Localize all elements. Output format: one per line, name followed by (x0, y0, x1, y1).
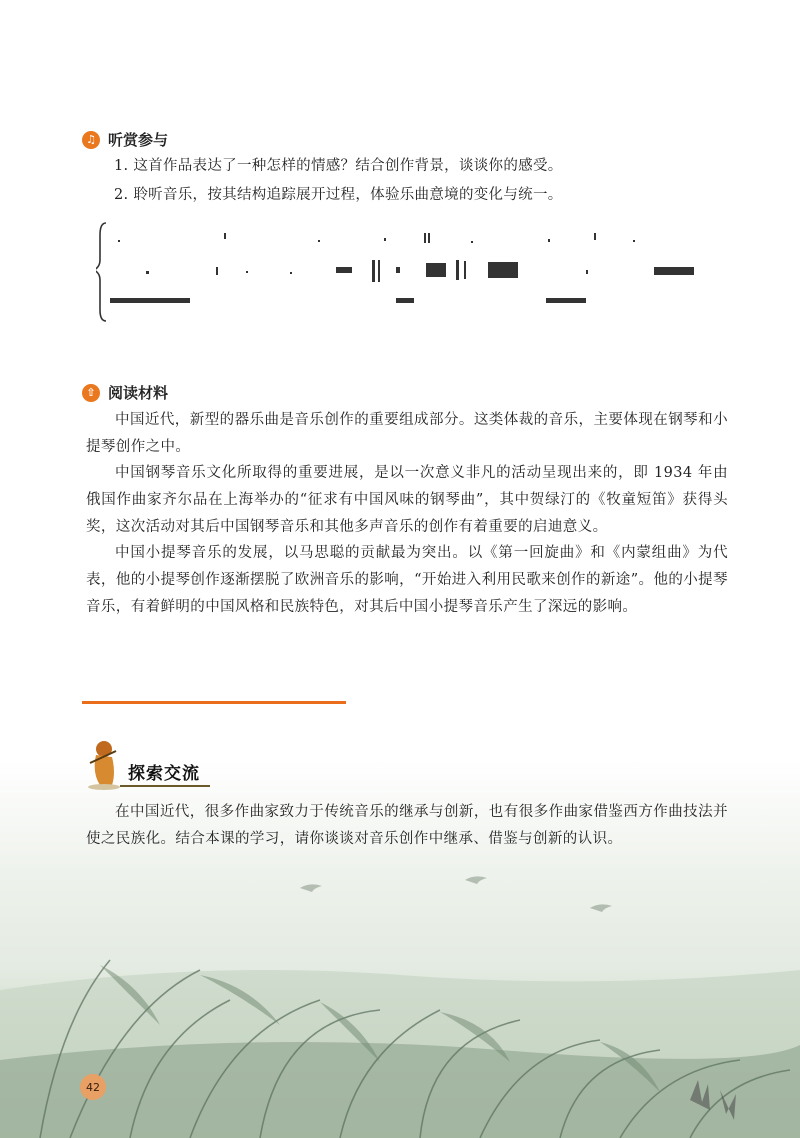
reading-paragraph-3: 中国小提琴音乐的发展，以马思聪的贡献最为突出。以《第一回旋曲》和《内蒙组曲》为代表，他的小提琴创作逐渐摆脱了欧洲音乐的影响，“开始进入利用民歌来创作的新途”。他的小提琴音乐，有着鲜明的中国风格和民族特色，对其后中国小提琴音乐产生了深远的影响。 (86, 545, 728, 615)
listen-question-1: 1. 这首作品表达了一种怎样的情感？结合创作背景，谈谈你的感受。 (114, 158, 563, 174)
listen-section-header (82, 129, 168, 150)
reading-paragraph-1: 中国近代，新型的器乐曲是音乐创作的重要组成部分。这类体裁的音乐，主要体现在钢琴和小提琴创作之中。 (86, 412, 728, 455)
listen-question-2: 2. 聆听音乐，按其结构追踪展开过程，体验乐曲意境的变化与统一。 (114, 187, 563, 203)
reading-section-header (82, 382, 168, 403)
explore-section-title: 探索交流 (128, 764, 200, 784)
explore-paragraph: 在中国近代，很多作曲家致力于传统音乐的继承与创新，也有很多作曲家借鉴西方作曲技法并使之民族化。结合本课的学习，请你谈谈对音乐创作中继承、借鉴与创新的认识。 (86, 804, 728, 847)
explore-title-underline (120, 785, 210, 787)
reading-paragraph-2: 中国钢琴音乐文化所取得的重要进展，是以一次意义非凡的活动呈现出来的，即 1934 年由俄国作曲家齐尔品在上海举办的“征求有中国风味的钢琴曲”，其中贺绿汀的《牧童短笛》获得头奖，这次活动对其后中国钢琴音乐和其他多声音乐的创作有着重要的启迪意义。 (86, 465, 728, 535)
listen-section-title: 听赏参与 (108, 131, 169, 149)
page-number: 42 (80, 1074, 106, 1100)
music-score (96, 215, 706, 325)
section-divider (82, 701, 346, 704)
reading-section-title: 阅读材料 (108, 384, 169, 402)
music-note-icon: ♫ (82, 131, 100, 149)
up-arrow-icon: ⇧ (82, 384, 100, 402)
